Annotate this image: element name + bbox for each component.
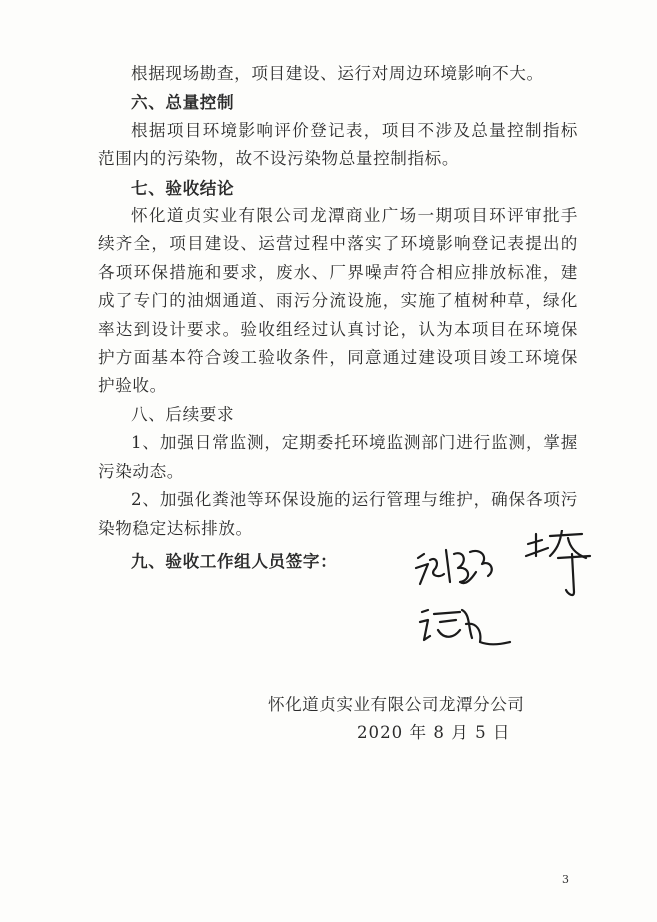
paragraph-follow-up-1: 1、加强日常监测，定期委托环境监测部门进行监测，掌握污染动态。	[98, 433, 578, 481]
handwritten-signatures	[410, 530, 610, 660]
svg-text:谭薇: 谭薇	[422, 651, 429, 655]
paragraph-total-control: 根据项目环境影响评价登记表，项目不涉及总量控制指标范围内的污染物，故不设污染物总量控制指标。	[98, 120, 578, 169]
svg-text:张鸿: 张鸿	[414, 589, 421, 593]
heading-total-control: 六、总量控制	[131, 92, 235, 113]
signature-3	[420, 610, 510, 655]
paragraph-conclusion: 怀化道贞实业有限公司龙潭商业广场一期项目环评审批手续齐全，项目建设、运营过程中落实了环境影响登记表提出的各项环保措施和要求，废水、厂界噪声符合相应排放标准，建成了专门的油烟通道、雨污分流设施，实施了植树种草，绿化率达到设计要求。验收组经过认真讨论，认为本项目在环境保护方面基本符合竣工验收条件，同意通过建设项目竣工环境保护验收。	[98, 206, 578, 396]
signing-date: 2020 年 8 月 5 日	[357, 723, 511, 742]
organization-name: 怀化道贞实业有限公司龙潭分公司	[268, 695, 525, 714]
heading-follow-up: 八、后续要求	[131, 404, 235, 424]
paragraph-follow-up-2: 2、加强化粪池等环保设施的运行管理与维护，确保各项污染物稳定达标排放。	[98, 490, 578, 538]
signature-2	[526, 530, 590, 601]
paragraph-site-survey: 根据现场勘查，项目建设、运行对周边环境影响不大。	[131, 64, 544, 83]
heading-conclusion: 七、验收结论	[131, 177, 235, 198]
signature-label: 九、验收工作组人员签字：	[131, 551, 338, 571]
body-text	[98, 60, 578, 543]
signature-1	[414, 550, 492, 593]
svg-text:李攀: 李攀	[530, 597, 537, 601]
page-number: 3	[562, 873, 569, 886]
